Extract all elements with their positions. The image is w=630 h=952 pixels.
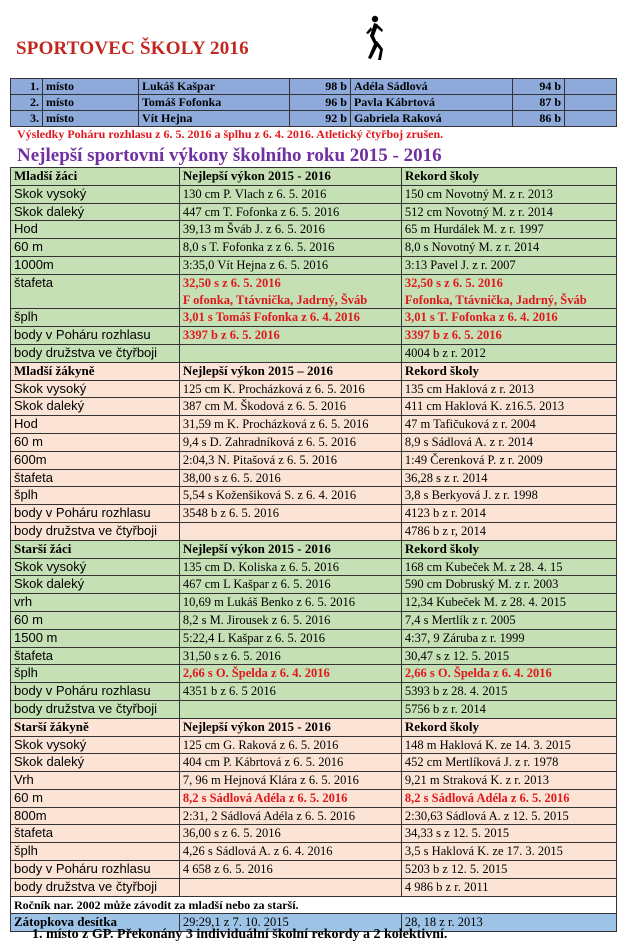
section-header-row [11, 540, 617, 558]
season-best-cell: 2:04,3 N. Pitašová z 6. 5. 2016 [179, 451, 401, 469]
school-record-cell: 148 m Haklová K. ze 14. 3. 2015 [401, 736, 616, 754]
place: místo [43, 79, 139, 95]
school-record-cell: 8,2 s Sádlová Adéla z 6. 5. 2016 [401, 789, 616, 807]
record-row [11, 700, 617, 718]
discipline-cell: body v Poháru rozhlasu [11, 505, 180, 523]
discipline-cell: 60 m [11, 789, 180, 807]
rank: 2. [11, 95, 43, 111]
record-row [11, 843, 617, 861]
season-best-cell: 467 cm L Kašpar z 6. 5. 2016 [179, 576, 401, 594]
discipline-cell: Skok vysoký [11, 558, 180, 576]
category-header: Starší žáci [11, 540, 180, 558]
school-record-cell: 168 cm Kubeček M. z 28. 4. 15 [401, 558, 616, 576]
zatopek-label: Zátopkova desítka [11, 914, 180, 932]
record-header: Rekord školy [401, 362, 616, 380]
season-best-cell: 404 cm P. Kábrtová z 6. 5. 2016 [179, 754, 401, 772]
record-row [11, 221, 617, 239]
season-best-cell: 125 cm K. Procházková z 6. 5. 2016 [179, 380, 401, 398]
record-row [11, 256, 617, 274]
podium-table [10, 78, 617, 127]
discipline-cell: body družstva ve čtyřboji [11, 700, 180, 718]
discipline-cell: Skok vysoký [11, 380, 180, 398]
record-header: Rekord školy [401, 168, 616, 186]
season-best-cell: 8,2 s Sádlová Adéla z 6. 5. 2016 [179, 789, 401, 807]
discipline-cell: štafeta [11, 825, 180, 843]
record-row [11, 683, 617, 701]
season-best-cell: 10,69 m Lukáš Benko z 6. 5. 2016 [179, 594, 401, 612]
record-row [11, 416, 617, 434]
record-row [11, 594, 617, 612]
podium-spacer [565, 79, 617, 95]
school-record-cell: 3,5 s Haklová K. ze 17. 3. 2015 [401, 843, 616, 861]
records-subtitle: Nejlepší sportovní výkony školního roku 2015 - 2016 [17, 145, 442, 166]
school-record-cell: 3,8 s Berkyová J. z r. 1998 [401, 487, 616, 505]
discipline-cell: Skok vysoký [11, 185, 180, 203]
podium-row [11, 95, 617, 111]
season-header: Nejlepší výkon 2015 – 2016 [179, 362, 401, 380]
record-row [11, 861, 617, 879]
record-row [11, 754, 617, 772]
relay-team: F ofonka, Ttávnička, Jadrný, Šváb [182, 292, 368, 307]
record-row [11, 274, 617, 309]
section-header-row [11, 168, 617, 186]
season-best-cell: 38,00 s z 6. 5. 2016 [179, 469, 401, 487]
season-best-cell: 3:35,0 Vít Hejna z 6. 5. 2016 [179, 256, 401, 274]
school-record-cell: 8,9 s Sádlová A. z r. 2014 [401, 433, 616, 451]
school-record-cell: 590 cm Dobruský M. z r. 2003 [401, 576, 616, 594]
record-row [11, 878, 617, 896]
season-best-cell: 3397 b z 6. 5. 2016 [179, 327, 401, 345]
record-row [11, 239, 617, 257]
record-row [11, 576, 617, 594]
discipline-cell: šplh [11, 309, 180, 327]
discipline-cell: šplh [11, 665, 180, 683]
school-record-cell: 150 cm Novotný M. z r. 2013 [401, 185, 616, 203]
record-header: Rekord školy [401, 718, 616, 736]
relay-team: Fofonka, Ttávnička, Jadrný, Šváb [404, 292, 587, 307]
section-header-row [11, 718, 617, 736]
discipline-cell: body družstva ve čtyřboji [11, 344, 180, 362]
school-record-cell: 5203 b z 12. 5. 2015 [401, 861, 616, 879]
record-row [11, 309, 617, 327]
season-best-cell: 8,0 s T. Fofonka z z 6. 5. 2016 [179, 239, 401, 257]
discipline-cell: 1500 m [11, 629, 180, 647]
rank: 3. [11, 111, 43, 127]
season-best-cell: 130 cm P. Vlach z 6. 5. 2016 [179, 185, 401, 203]
footer-summary: 1. místo z GP. Překonány 3 individuální školní rekordy a 2 kolektivní. [32, 927, 448, 942]
school-record-cell: 4004 b z r. 2012 [401, 344, 616, 362]
school-record-cell: 4:37, 9 Záruba z r. 1999 [401, 629, 616, 647]
discipline-cell: 60 m [11, 611, 180, 629]
school-record-cell: 8,0 s Novotný M. z r. 2014 [401, 239, 616, 257]
runner-icon [362, 14, 384, 64]
school-record-cell: 30,47 s z 12. 5. 2015 [401, 647, 616, 665]
discipline-cell: Hod [11, 416, 180, 434]
record-header: Rekord školy [401, 540, 616, 558]
season-best-cell: 31,50 s z 6. 5. 2016 [179, 647, 401, 665]
girl-name: Gabriela Raková [350, 111, 512, 127]
season-best-cell: 4 658 z 6. 5. 2016 [179, 861, 401, 879]
podium-row [11, 79, 617, 95]
season-best-cell: 5:22,4 L Kašpar z 6. 5. 2016 [179, 629, 401, 647]
girl-points: 86 b [513, 111, 565, 127]
podium-row [11, 111, 617, 127]
place: místo [43, 111, 139, 127]
season-best-cell: 8,2 s M. Jirousek z 6. 5. 2016 [179, 611, 401, 629]
discipline-cell: 800m [11, 807, 180, 825]
school-record-cell: 2,66 s O. Špelda z 6. 4. 2016 [401, 665, 616, 683]
discipline-cell: 60 m [11, 239, 180, 257]
girl-name: Adéla Sádlová [350, 79, 512, 95]
place: místo [43, 95, 139, 111]
rank: 1. [11, 79, 43, 95]
podium-spacer [565, 111, 617, 127]
record-row [11, 487, 617, 505]
relay-time: 32,50 s z 6. 5. 2016 [182, 275, 281, 290]
discipline-cell: štafeta [11, 647, 180, 665]
discipline-cell: štafeta [11, 469, 180, 487]
season-best-cell: 3,01 s Tomáš Fofonka z 6. 4. 2016 [179, 309, 401, 327]
record-row [11, 611, 617, 629]
school-record-cell: 4123 b z r. 2014 [401, 505, 616, 523]
season-best-cell [179, 274, 401, 309]
girl-name: Pavla Kábrtová [350, 95, 512, 111]
category-header: Starší žákyně [11, 718, 180, 736]
discipline-cell: Skok daleký [11, 754, 180, 772]
girl-points: 87 b [513, 95, 565, 111]
school-record-cell: 5393 b z 28. 4. 2015 [401, 683, 616, 701]
discipline-cell: šplh [11, 487, 180, 505]
record-row [11, 398, 617, 416]
discipline-cell: Skok daleký [11, 203, 180, 221]
school-record-cell: 4786 b z r, 2014 [401, 522, 616, 540]
season-best-cell: 2,66 s O. Špelda z 6. 4. 2016 [179, 665, 401, 683]
discipline-cell: body družstva ve čtyřboji [11, 522, 180, 540]
discipline-cell: 600m [11, 451, 180, 469]
season-best-cell: 9,4 s D. Zahradníková z 6. 5. 2016 [179, 433, 401, 451]
school-record-cell: 7,4 s Mertlík z r. 2005 [401, 611, 616, 629]
discipline-cell: Skok vysoký [11, 736, 180, 754]
season-best-cell [179, 522, 401, 540]
discipline-cell: Vrh [11, 772, 180, 790]
school-record-cell: 452 cm Mertlíková J. z r. 1978 [401, 754, 616, 772]
record-row [11, 647, 617, 665]
season-best-cell: 31,59 m K. Procházková z 6. 5. 2016 [179, 416, 401, 434]
school-record-cell: 36,28 s z r. 2014 [401, 469, 616, 487]
boy-name: Lukáš Kašpar [139, 79, 290, 95]
season-header: Nejlepší výkon 2015 - 2016 [179, 718, 401, 736]
zatopek-record: 28, 18 z r. 2013 [401, 914, 616, 932]
record-row [11, 825, 617, 843]
category-header: Mladší žáci [11, 168, 180, 186]
record-row [11, 469, 617, 487]
season-best-cell [179, 344, 401, 362]
boy-points: 96 b [290, 95, 351, 111]
record-row [11, 789, 617, 807]
discipline-cell: body v Poháru rozhlasu [11, 327, 180, 345]
record-row [11, 629, 617, 647]
podium-spacer [565, 95, 617, 111]
season-best-cell: 36,00 s z 6. 5. 2016 [179, 825, 401, 843]
record-row [11, 772, 617, 790]
record-row [11, 558, 617, 576]
school-record-cell: 9,21 m Straková K. z r. 2013 [401, 772, 616, 790]
discipline-cell: Skok daleký [11, 576, 180, 594]
school-record-cell: 65 m Hurdálek M. z r. 1997 [401, 221, 616, 239]
records-table [10, 167, 617, 932]
school-record-cell: 47 m Tafičuková z r. 2004 [401, 416, 616, 434]
school-record-cell: 34,33 s z 12. 5. 2015 [401, 825, 616, 843]
record-row [11, 344, 617, 362]
school-record-cell: 135 cm Haklová z r. 2013 [401, 380, 616, 398]
season-best-cell: 4,26 s Sádlová A. z 6. 4. 2016 [179, 843, 401, 861]
season-best-cell: 4351 b z 6. 5 2016 [179, 683, 401, 701]
record-row [11, 807, 617, 825]
discipline-cell: body v Poháru rozhlasu [11, 683, 180, 701]
boy-name: Vít Hejna [139, 111, 290, 127]
school-record-cell: 512 cm Novotný M. z r. 2014 [401, 203, 616, 221]
season-best-cell: 7, 96 m Hejnová Klára z 6. 5. 2016 [179, 772, 401, 790]
season-best-cell [179, 878, 401, 896]
discipline-cell: Hod [11, 221, 180, 239]
school-record-cell: 3:13 Pavel J. z r. 2007 [401, 256, 616, 274]
birth-year-note: Ročník nar. 2002 může závodit za mladší nebo za starší. [11, 896, 617, 914]
season-best-cell: 2:31, 2 Sádlová Adéla z 6. 5. 2016 [179, 807, 401, 825]
record-row [11, 505, 617, 523]
discipline-cell: šplh [11, 843, 180, 861]
season-best-cell [179, 700, 401, 718]
discipline-cell: Skok daleký [11, 398, 180, 416]
zatopek-season: 29:29,1 z 7. 10. 2015 [179, 914, 401, 932]
discipline-cell: 60 m [11, 433, 180, 451]
school-record-cell: 4 986 b z r. 2011 [401, 878, 616, 896]
season-best-cell: 3548 b z 6. 5. 2016 [179, 505, 401, 523]
school-record-cell: 3397 b z 6. 5. 2016 [401, 327, 616, 345]
record-row [11, 736, 617, 754]
discipline-cell: 1000m [11, 256, 180, 274]
record-row [11, 522, 617, 540]
section-header-row [11, 362, 617, 380]
season-best-cell: 135 cm D. Koliska z 6. 5. 2016 [179, 558, 401, 576]
season-best-cell: 125 cm G. Raková z 6. 5. 2016 [179, 736, 401, 754]
record-row [11, 665, 617, 683]
results-note: Výsledky Poháru rozhlasu z 6. 5. 2016 a šplhu z 6. 4. 2016. Atletický čtyřboj zrušen. [17, 127, 444, 141]
birth-year-note-row [11, 896, 617, 914]
school-record-cell: 411 cm Haklová K. z16.5. 2013 [401, 398, 616, 416]
record-row [11, 203, 617, 221]
season-best-cell: 5,54 s Koženšiková S. z 6. 4. 2016 [179, 487, 401, 505]
page-title: SPORTOVEC ŠKOLY 2016 [16, 38, 249, 59]
discipline-cell: body v Poháru rozhlasu [11, 861, 180, 879]
discipline-cell: vrh [11, 594, 180, 612]
record-row [11, 327, 617, 345]
season-header: Nejlepší výkon 2015 - 2016 [179, 540, 401, 558]
record-row [11, 451, 617, 469]
boy-points: 92 b [290, 111, 351, 127]
category-header: Mladší žákyně [11, 362, 180, 380]
season-best-cell: 447 cm T. Fofonka z 6. 5. 2016 [179, 203, 401, 221]
record-row [11, 433, 617, 451]
school-record-cell: 3,01 s T. Fofonka z 6. 4. 2016 [401, 309, 616, 327]
discipline-cell: body družstva ve čtyřboji [11, 878, 180, 896]
school-record-cell: 2:30,63 Sádlová A. z 12. 5. 2015 [401, 807, 616, 825]
boy-name: Tomáš Fofonka [139, 95, 290, 111]
season-header: Nejlepší výkon 2015 - 2016 [179, 168, 401, 186]
season-best-cell: 387 cm M. Škodová z 6. 5. 2016 [179, 398, 401, 416]
boy-points: 98 b [290, 79, 351, 95]
relay-time: 32,50 s z 6. 5. 2016 [404, 275, 503, 290]
record-row [11, 380, 617, 398]
school-record-cell: 5756 b z r. 2014 [401, 700, 616, 718]
school-record-cell [401, 274, 616, 309]
record-row [11, 185, 617, 203]
season-best-cell: 39,13 m Šváb J. z 6. 5. 2016 [179, 221, 401, 239]
discipline-cell: štafeta [11, 274, 180, 309]
school-record-cell: 12,34 Kubeček M. z 28. 4. 2015 [401, 594, 616, 612]
school-record-cell: 1:49 Čerenková P. z r. 2009 [401, 451, 616, 469]
girl-points: 94 b [513, 79, 565, 95]
